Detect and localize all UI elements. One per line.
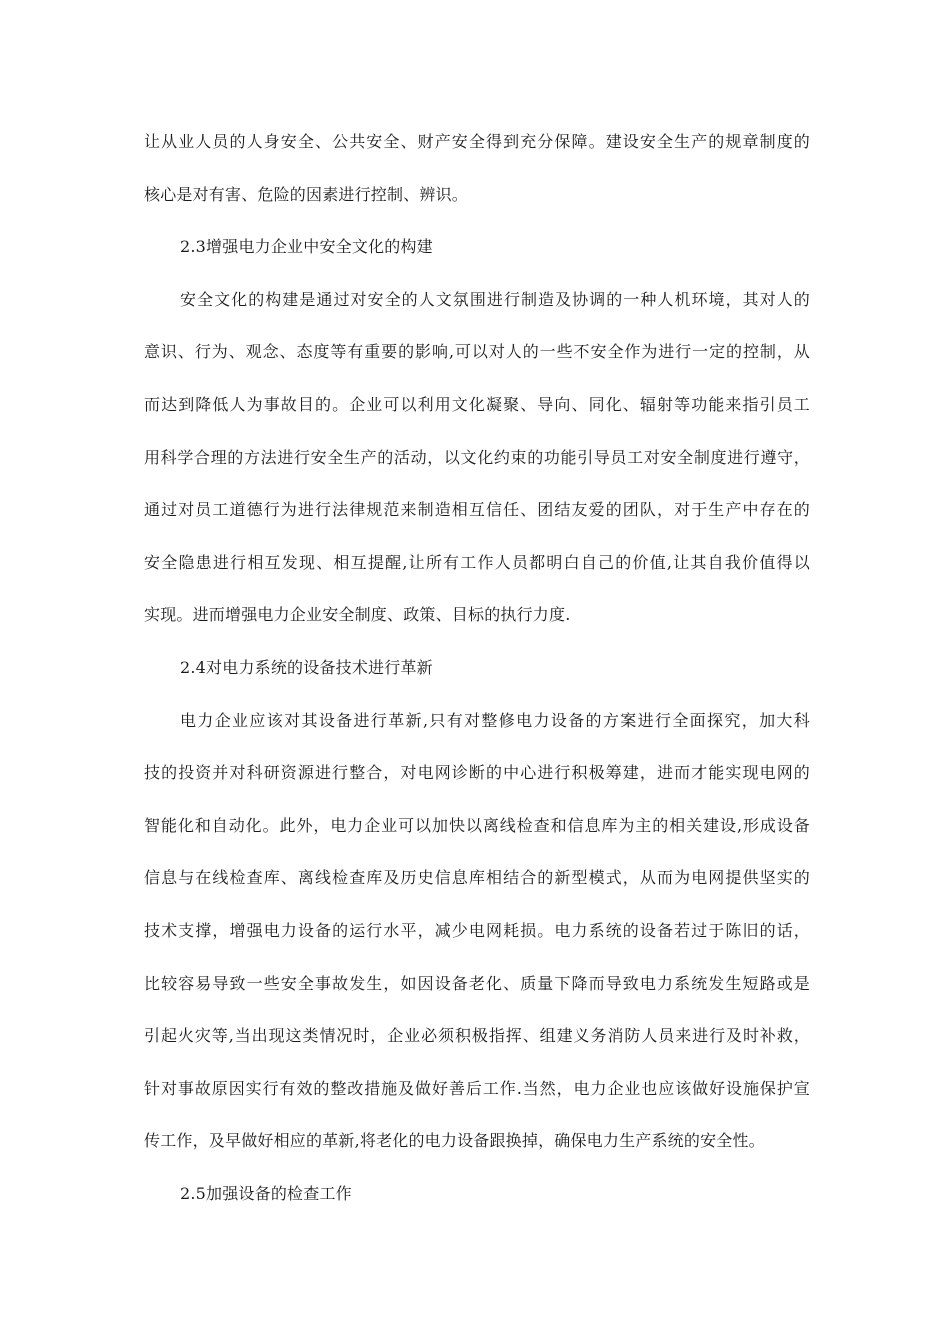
paragraph-line: 安全隐患进行相互发现、相互提醒,让所有工作人员都明白自己的价值,让其自我价值得以 — [144, 552, 810, 572]
paragraph-line: 用科学合理的方法进行安全生产的活动，以文化约束的功能引导员工对安全制度进行遵守， — [144, 447, 810, 467]
paragraph-line: 针对事故原因实行有效的整改措施及做好善后工作.当然，电力企业也应该做好设施保护宣 — [144, 1078, 810, 1098]
section-heading-2-3: 2.3增强电力企业中安全文化的构建 — [180, 237, 433, 257]
paragraph-line: 传工作，及早做好相应的革新,将老化的电力设备跟换掉，确保电力生产系统的安全性。 — [144, 1131, 765, 1151]
paragraph-line: 让从业人员的人身安全、公共安全、财产安全得到充分保障。建设安全生产的规章制度的 — [144, 132, 810, 151]
paragraph-line: 电力企业应该对其设备进行革新,只有对整修电力设备的方案进行全面探究，加大科 — [180, 710, 810, 730]
section-heading-2-5: 2.5加强设备的检查工作 — [180, 1183, 352, 1203]
paragraph-line: 技术支撑，增强电力设备的运行水平，减少电网耗损。电力系统的设备若过于陈旧的话， — [144, 920, 810, 940]
paragraph-line: 信息与在线检查库、离线检查库及历史信息库相结合的新型模式，从而为电网提供坚实的 — [144, 868, 810, 888]
document-page — [144, 116, 810, 1220]
section-heading-2-4: 2.4对电力系统的设备技术进行革新 — [180, 657, 433, 677]
paragraph-line: 而达到降低人为事故目的。企业可以利用文化凝聚、导向、同化、辐射等功能来指引员工 — [144, 394, 810, 414]
paragraph-line: 实现。进而增强电力企业安全制度、政策、目标的执行力度. — [144, 605, 571, 625]
paragraph-line: 智能化和自动化。此外，电力企业可以加快以离线检查和信息库为主的相关建设,形成设备 — [144, 815, 810, 835]
paragraph-line: 引起火灾等,当出现这类情况时，企业必须积极指挥、组建义务消防人员来进行及时补救， — [144, 1026, 810, 1046]
paragraph-line: 技的投资并对科研资源进行整合，对电网诊断的中心进行积极筹建，进而才能实现电网的 — [144, 763, 810, 783]
paragraph-line: 核心是对有害、危险的因素进行控制、辨识。 — [144, 184, 469, 204]
paragraph-line: 比较容易导致一些安全事故发生，如因设备老化、质量下降而导致电力系统发生短路或是 — [144, 973, 810, 993]
paragraph-line: 意识、行为、观念、态度等有重要的影响,可以对人的一些不安全作为进行一定的控制，从 — [144, 342, 810, 362]
paragraph-line: 通过对员工道德行为进行法律规范来制造相互信任、团结友爱的团队，对于生产中存在的 — [144, 500, 810, 520]
paragraph-line: 安全文化的构建是通过对安全的人文氛围进行制造及协调的一种人机环境，其对人的 — [180, 289, 810, 309]
